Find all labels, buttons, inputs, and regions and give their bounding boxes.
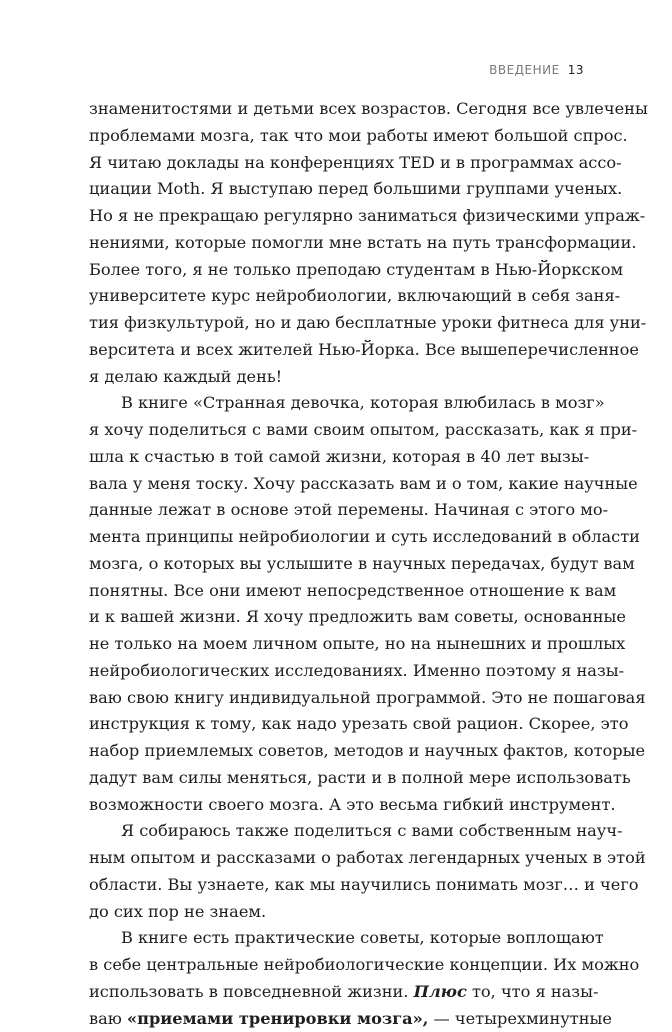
text-line: дадут вам силы меняться, расти и в полной мере использовать: [89, 765, 583, 792]
text-line: мозга, о которых вы услышите в научных передачах, будут вам: [89, 551, 583, 578]
text-span: — четырехминутные: [428, 1009, 612, 1028]
text-line: возможности своего мозга. А это весьма гибкий инструмент.: [89, 792, 583, 819]
text-line: нениями, которые помогли мне встать на путь трансформации.: [89, 230, 583, 257]
text-line: и к вашей жизни. Я хочу предложить вам советы, основанные: [89, 604, 583, 631]
emphasis-brain-training: «приемами тренировки мозга»,: [127, 1009, 428, 1028]
text-line: В книге «Странная девочка, которая влюбилась в мозг»: [89, 390, 583, 417]
text-line: университете курс нейробиологии, включающий в себя заня-: [89, 283, 583, 310]
text-line: верситета и всех жителей Нью-Йорка. Все вышеперечисленное: [89, 337, 583, 364]
body-text: [89, 96, 583, 1032]
text-line: Я собираюсь также поделиться с вами собственным науч-: [89, 818, 583, 845]
text-line: до сих пор не знаем.: [89, 899, 583, 926]
text-line: вала у меня тоску. Хочу рассказать вам и о том, какие научные: [89, 471, 583, 498]
emphasis-plus: Плюс: [414, 982, 467, 1001]
page-number: 13: [568, 63, 584, 77]
text-line: шла к счастью в той самой жизни, которая в 40 лет вызы-: [89, 444, 583, 471]
text-line: ваю свою книгу индивидуальной программой. Это не пошаговая: [89, 685, 583, 712]
text-line: нейробиологических исследованиях. Именно поэтому я назы-: [89, 658, 583, 685]
text-span: то, что я назы-: [467, 982, 599, 1001]
text-line: набор приемлемых советов, методов и научных фактов, которые: [89, 738, 583, 765]
text-line: я хочу поделиться с вами своим опытом, рассказать, как я при-: [89, 417, 583, 444]
text-span: использовать в повседневной жизни.: [89, 982, 408, 1001]
text-line: области. Вы узнаете, как мы научились понимать мозг… и чего: [89, 872, 583, 899]
text-line: проблемами мозга, так что мои работы имеют большой спрос.: [89, 123, 583, 150]
text-line: данные лежат в основе этой перемены. Начиная с этого мо-: [89, 497, 583, 524]
text-line: Но я не прекращаю регулярно заниматься физическими упраж-: [89, 203, 583, 230]
text-line: [89, 979, 583, 1006]
text-line: циации Moth. Я выступаю перед большими группами ученых.: [89, 176, 583, 203]
text-line: тия физкультурой, но и даю бесплатные уроки фитнеса для уни-: [89, 310, 583, 337]
text-line: в себе центральные нейробиологические концепции. Их можно: [89, 952, 583, 979]
text-line: Более того, я не только преподаю студентам в Нью-Йоркском: [89, 257, 583, 284]
running-head-section: ВВЕДЕНИЕ: [489, 63, 560, 77]
text-line: В книге есть практические советы, которые воплощают: [89, 925, 583, 952]
text-line: [89, 1006, 583, 1032]
text-line: Я читаю доклады на конференциях TED и в программах ассо-: [89, 150, 583, 177]
text-line: мента принципы нейробиологии и суть исследований в области: [89, 524, 583, 551]
running-head: [489, 63, 584, 77]
text-line: я делаю каждый день!: [89, 364, 583, 391]
text-line: инструкция к тому, как надо урезать свой рацион. Скорее, это: [89, 711, 583, 738]
text-line: понятны. Все они имеют непосредственное отношение к вам: [89, 578, 583, 605]
text-line: не только на моем личном опыте, но на нынешних и прошлых: [89, 631, 583, 658]
text-span: ваю: [89, 1009, 127, 1028]
text-line: ным опытом и рассказами о работах легендарных ученых в этой: [89, 845, 583, 872]
text-line: знаменитостями и детьми всех возрастов. Сегодня все увлечены: [89, 96, 583, 123]
